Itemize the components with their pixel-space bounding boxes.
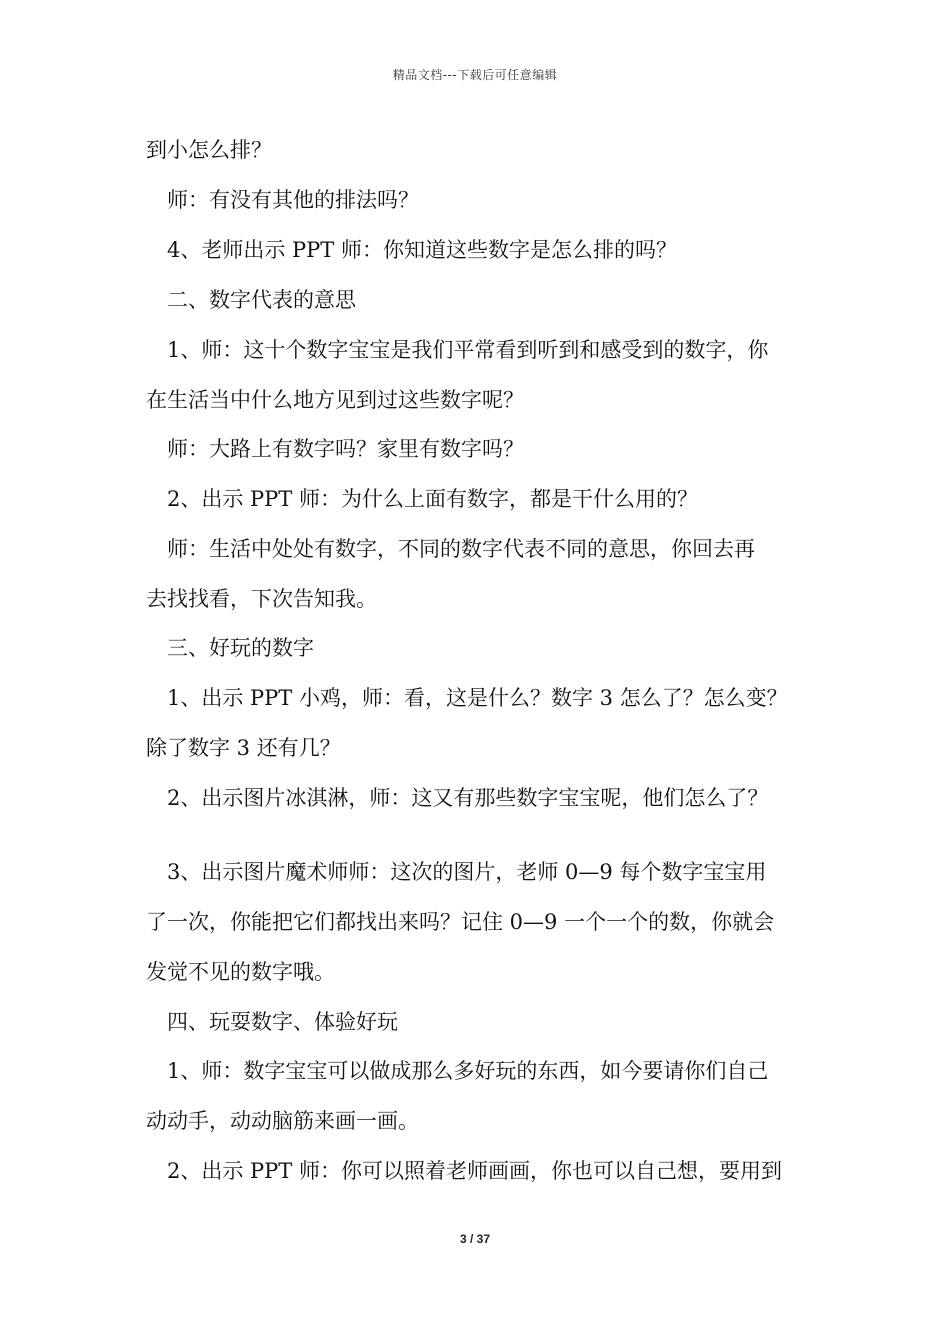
- text-line: 师：生活中处处有数字，不同的数字代表不同的意思，你回去再: [146, 537, 755, 561]
- text-line: 去找找看，下次告知我。: [146, 587, 377, 611]
- text-line: 师：大路上有数字吗？家里有数字吗？: [146, 437, 524, 461]
- text-line: 1、师：数字宝宝可以做成那么多好玩的东西，如今要请你们自己: [146, 1059, 769, 1083]
- text-line: 1、师：这十个数字宝宝是我们平常看到听到和感受到的数字，你: [146, 338, 769, 362]
- text-line: 师：有没有其他的排法吗？: [146, 188, 419, 212]
- section-heading: 三、好玩的数字: [146, 636, 314, 660]
- text-line: 了一次，你能把它们都找出来吗？记住 0—9 一个一个的数，你就会: [146, 910, 775, 934]
- text-line: 发觉不见的数字哦。: [146, 960, 335, 984]
- text-line: 动动手，动动脑筋来画一画。: [146, 1109, 419, 1133]
- text-line: 2、出示图片冰淇淋，师：这又有那些数字宝宝呢，他们怎么了？: [146, 786, 769, 810]
- text-line: 在生活当中什么地方见到过这些数字呢？: [146, 388, 524, 412]
- text-line: 2、出示 PPT 师：你可以照着老师画画，你也可以自己想，要用到: [146, 1159, 782, 1183]
- section-heading: 四、玩耍数字、体验好玩: [146, 1010, 398, 1034]
- text-line: 1、出示 PPT 小鸡，师：看，这是什么？数字 3 怎么了？怎么变？: [146, 686, 788, 710]
- page-header: 精品文档---下载后可任意编辑: [392, 68, 558, 82]
- text-line: 到小怎么排？: [146, 138, 272, 162]
- text-line: 除了数字 3 还有几？: [146, 736, 341, 760]
- page-number: 3 / 37: [459, 1232, 491, 1246]
- section-heading: 二、数字代表的意思: [146, 288, 356, 312]
- text-line: 2、出示 PPT 师：为什么上面有数字，都是干什么用的？: [146, 487, 698, 511]
- text-line: 3、出示图片魔术师师：这次的图片，老师 0—9 每个数字宝宝用: [146, 860, 767, 884]
- text-line: 4、老师出示 PPT 师：你知道这些数字是怎么排的吗？: [146, 238, 677, 262]
